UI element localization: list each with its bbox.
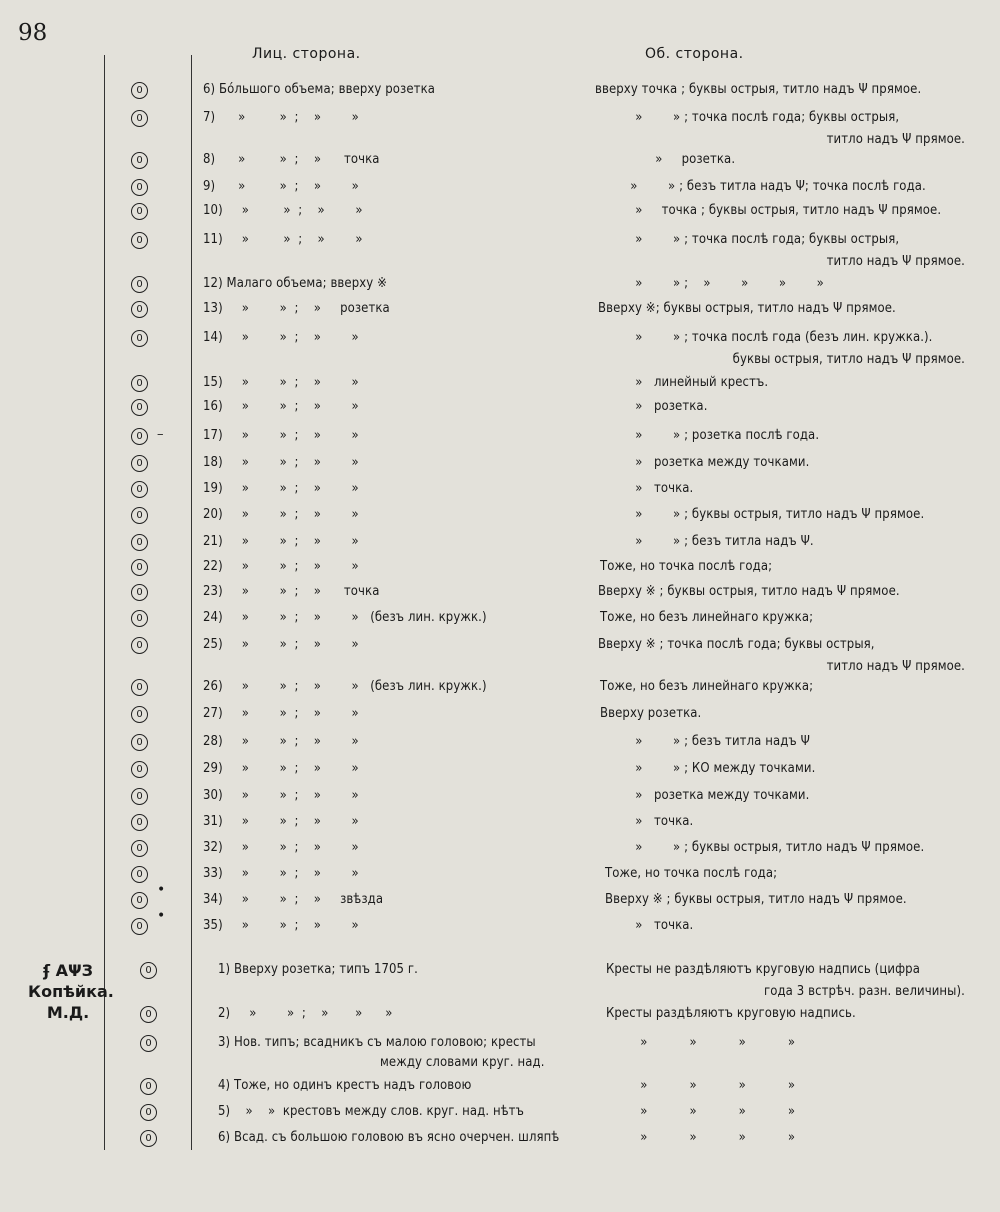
reverse-description: Вверху ※ ; точка послѣ года; буквы острыя, — [598, 637, 875, 652]
obverse-description: 18) » » ; » » — [203, 455, 359, 470]
obverse-description: 13) » » ; » розетка — [203, 301, 390, 316]
obverse-description: 3) Нов. типъ; всадникъ съ малою головою; кресты — [218, 1035, 536, 1050]
reverse-description: » розетка. — [640, 152, 736, 167]
obverse-description: 5) » » крестовъ между слов. круг. над. нѣтъ — [218, 1104, 524, 1119]
reverse-description: » » ; КО между точками. — [620, 761, 816, 776]
reverse-column-header: Об. сторона. — [645, 46, 744, 62]
coin-mark-circle: 0 — [131, 892, 148, 909]
right-column-rule — [191, 55, 192, 1150]
reverse-description: » » ; безъ титла надъ Ψ; точка послѣ года. — [615, 179, 926, 194]
obverse-description: 17) » » ; » » — [203, 428, 359, 443]
section-label — [28, 960, 114, 1023]
coin-mark-note: – — [157, 427, 164, 442]
reverse-description: » розетка между точками. — [620, 788, 810, 803]
reverse-description: » линейный крестъ. — [620, 375, 769, 390]
coin-mark-circle: 0 — [131, 814, 148, 831]
coin-mark-circle: 0 — [131, 840, 148, 857]
reverse-description: » » » » — [625, 1035, 796, 1050]
coin-mark-circle: 0 — [131, 918, 148, 935]
obverse-description: 25) » » ; » » — [203, 637, 359, 652]
coin-mark-circle: 0 — [131, 455, 148, 472]
coin-mark-circle: 0 — [131, 734, 148, 751]
obverse-description: 29) » » ; » » — [203, 761, 359, 776]
reverse-description-cont: титло надъ Ψ прямое. — [826, 254, 965, 269]
reverse-description: Тоже, но безъ линейнаго кружка; — [600, 679, 814, 694]
coin-mark-circle: 0 — [140, 1104, 157, 1121]
reverse-description-cont: титло надъ Ψ прямое. — [826, 659, 965, 674]
obverse-description: 6) Всад. съ большою головою въ ясно очерчен. шляпѣ — [218, 1130, 560, 1145]
reverse-description-cont: буквы острыя, титло надъ Ψ прямое. — [732, 352, 965, 367]
reverse-description: » » ; безъ титла надъ Ψ. — [620, 534, 814, 549]
reverse-description: » » ; точка послѣ года (безъ лин. кружка.). — [620, 330, 933, 345]
page-number: 98 — [18, 20, 48, 46]
coin-mark-circle: 0 — [140, 962, 157, 979]
obverse-description: 6) Бóльшого объема; вверху розетка — [203, 82, 436, 97]
obverse-description: 15) » » ; » » — [203, 375, 359, 390]
reverse-description: » точка. — [620, 481, 694, 496]
reverse-description: » » » » — [625, 1104, 796, 1119]
obverse-description: 11) » » ; » » — [203, 232, 363, 247]
obverse-description: 26) » » ; » » (безъ лин. кружк.) — [203, 679, 487, 694]
obverse-description: 4) Тоже, но одинъ крестъ надъ головою — [218, 1078, 472, 1093]
obverse-description: 7) » » ; » » — [203, 110, 359, 125]
coin-mark-circle: 0 — [131, 507, 148, 524]
obverse-description: 24) » » ; » » (безъ лин. кружк.) — [203, 610, 487, 625]
coin-mark-circle: 0 — [131, 110, 148, 127]
obverse-description: 9) » » ; » » — [203, 179, 359, 194]
coin-mark-note: • — [157, 882, 166, 898]
reverse-description-cont: года 3 встрѣч. разн. величины). — [763, 984, 965, 999]
reverse-description: » » » » — [625, 1078, 796, 1093]
section-label-line: ʄ АΨЗ — [43, 961, 93, 980]
reverse-description: вверху точка ; буквы острыя, титло надъ Ψ прямое. — [595, 82, 922, 97]
reverse-description: » розетка. — [620, 399, 708, 414]
section-label-line: Копѣйка. — [28, 982, 114, 1001]
reverse-description: Кресты раздѣляютъ круговую надпись. — [606, 1006, 856, 1021]
reverse-description: Вверху ※; буквы острыя, титло надъ Ψ прямое. — [598, 301, 896, 316]
coin-mark-circle: 0 — [131, 276, 148, 293]
obverse-description: 35) » » ; » » — [203, 918, 359, 933]
obverse-description: 22) » » ; » » — [203, 559, 359, 574]
reverse-description: Вверху ※ ; буквы острыя, титло надъ Ψ прямое. — [598, 584, 900, 599]
obverse-description: 28) » » ; » » — [203, 734, 359, 749]
reverse-description: Кресты не раздѣляютъ круговую надпись (цифра — [606, 962, 920, 977]
reverse-description: Тоже, но точка послѣ года; — [600, 559, 773, 574]
obverse-column-header: Лиц. сторона. — [252, 46, 361, 62]
coin-mark-circle: 0 — [131, 610, 148, 627]
obverse-description: 8) » » ; » точка — [203, 152, 380, 167]
coin-mark-circle: 0 — [131, 428, 148, 445]
reverse-description: » » ; » » » » — [620, 276, 824, 291]
reverse-description: » » ; розетка послѣ года. — [620, 428, 820, 443]
obverse-description: 33) » » ; » » — [203, 866, 359, 881]
reverse-description: » розетка между точками. — [620, 455, 810, 470]
reverse-description: » точка. — [620, 918, 694, 933]
obverse-description: 31) » » ; » » — [203, 814, 359, 829]
reverse-description: » точка. — [620, 814, 694, 829]
coin-mark-circle: 0 — [131, 534, 148, 551]
coin-mark-note: • — [157, 908, 166, 924]
obverse-description: 27) » » ; » » — [203, 706, 359, 721]
coin-mark-circle: 0 — [131, 706, 148, 723]
reverse-description: Тоже, но безъ линейнаго кружка; — [600, 610, 814, 625]
reverse-description: » » ; буквы острыя, титло надъ Ψ прямое. — [620, 507, 925, 522]
coin-mark-circle: 0 — [131, 82, 148, 99]
obverse-description-cont: между словами круг. над. — [380, 1055, 545, 1070]
coin-mark-circle: 0 — [131, 559, 148, 576]
coin-mark-circle: 0 — [131, 866, 148, 883]
reverse-description: Вверху розетка. — [600, 706, 702, 721]
reverse-description: Тоже, но точка послѣ года; — [605, 866, 778, 881]
coin-mark-circle: 0 — [131, 584, 148, 601]
coin-mark-circle: 0 — [131, 330, 148, 347]
obverse-description: 19) » » ; » » — [203, 481, 359, 496]
obverse-description: 23) » » ; » точка — [203, 584, 380, 599]
coin-mark-circle: 0 — [131, 637, 148, 654]
section-label-line: М.Д. — [46, 1003, 90, 1022]
coin-mark-circle: 0 — [140, 1035, 157, 1052]
coin-mark-circle: 0 — [131, 232, 148, 249]
coin-mark-circle: 0 — [131, 481, 148, 498]
obverse-description: 14) » » ; » » — [203, 330, 359, 345]
obverse-description: 21) » » ; » » — [203, 534, 359, 549]
obverse-description: 32) » » ; » » — [203, 840, 359, 855]
coin-mark-circle: 0 — [140, 1078, 157, 1095]
reverse-description-cont: титло надъ Ψ прямое. — [826, 132, 965, 147]
obverse-description: 16) » » ; » » — [203, 399, 359, 414]
coin-mark-circle: 0 — [140, 1006, 157, 1023]
coin-mark-circle: 0 — [131, 399, 148, 416]
coin-mark-circle: 0 — [131, 761, 148, 778]
obverse-description: 34) » » ; » звѣзда — [203, 892, 384, 907]
obverse-description: 20) » » ; » » — [203, 507, 359, 522]
coin-mark-circle: 0 — [131, 788, 148, 805]
reverse-description: » точка ; буквы острыя, титло надъ Ψ прямое. — [620, 203, 942, 218]
obverse-description: 12) Малаго объема; вверху ※ — [203, 276, 388, 291]
coin-mark-circle: 0 — [140, 1130, 157, 1147]
obverse-description: 2) » » ; » » » — [218, 1006, 393, 1021]
reverse-description: » » » » — [625, 1130, 796, 1145]
reverse-description: » » ; безъ титла надъ Ψ — [620, 734, 810, 749]
reverse-description: » » ; точка послѣ года; буквы острыя, — [620, 232, 900, 247]
reverse-description: » » ; буквы острыя, титло надъ Ψ прямое. — [620, 840, 925, 855]
coin-mark-circle: 0 — [131, 375, 148, 392]
coin-mark-circle: 0 — [131, 152, 148, 169]
reverse-description: » » ; точка послѣ года; буквы острыя, — [620, 110, 900, 125]
obverse-description: 30) » » ; » » — [203, 788, 359, 803]
coin-mark-circle: 0 — [131, 301, 148, 318]
coin-mark-circle: 0 — [131, 203, 148, 220]
obverse-description: 1) Вверху розетка; типъ 1705 г. — [218, 962, 418, 977]
obverse-description: 10) » » ; » » — [203, 203, 363, 218]
reverse-description: Вверху ※ ; буквы острыя, титло надъ Ψ прямое. — [605, 892, 907, 907]
coin-mark-circle: 0 — [131, 679, 148, 696]
coin-mark-circle: 0 — [131, 179, 148, 196]
